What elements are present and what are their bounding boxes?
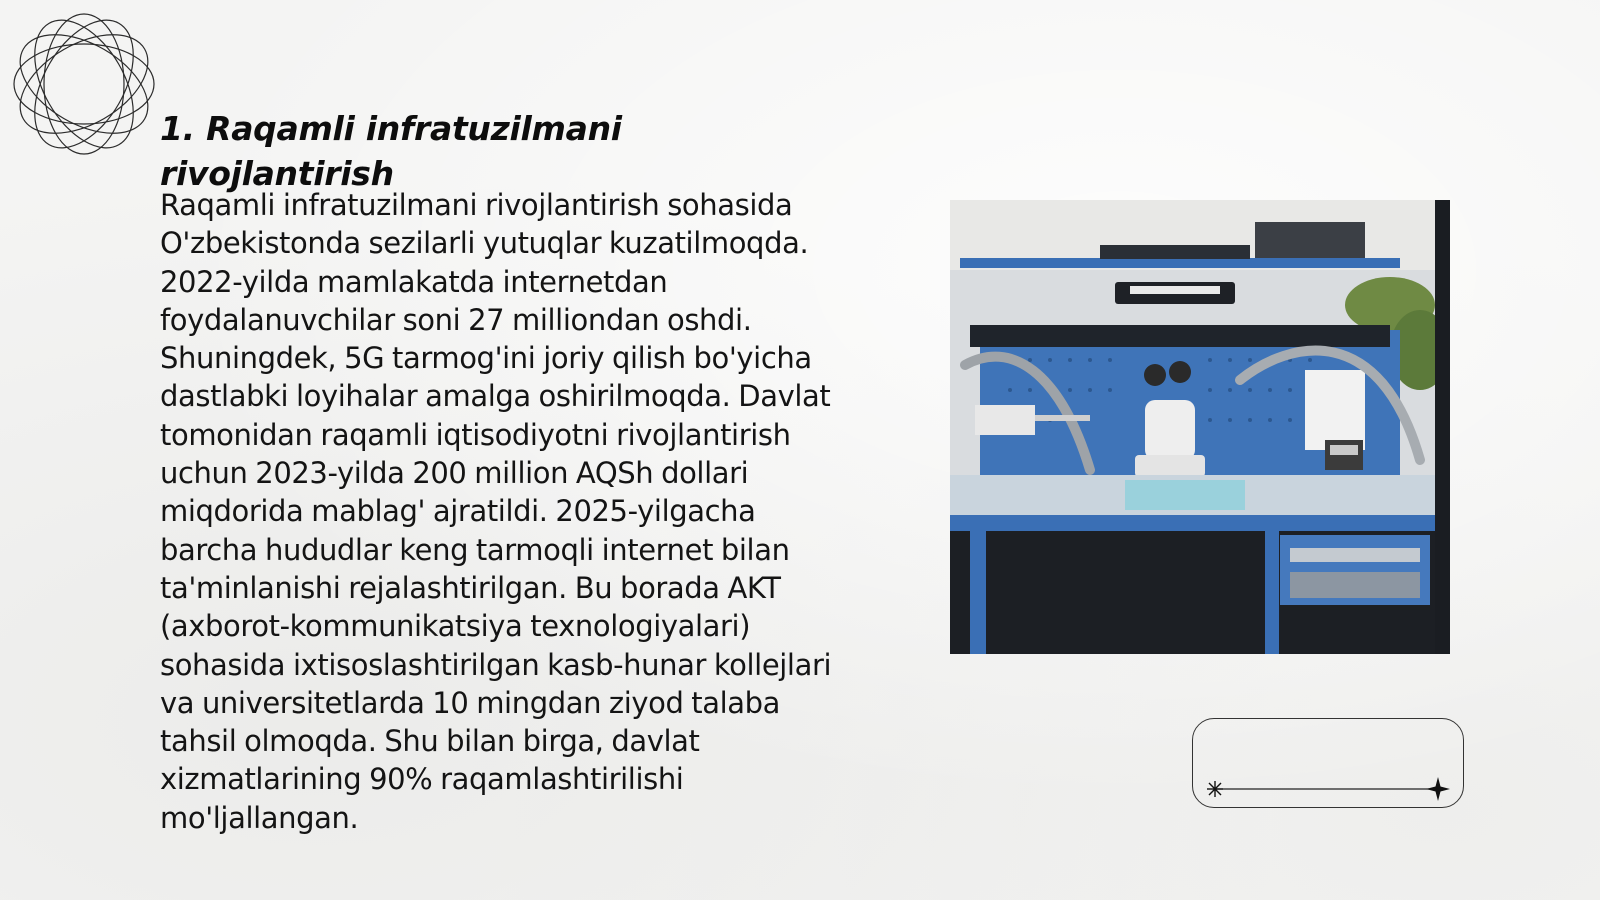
circle-ornament-icon — [10, 10, 158, 158]
slide-title: 1. Raqamli infratuzilmani rivojlantirish — [160, 109, 622, 193]
sparkle-line-icon — [1193, 719, 1465, 809]
slide-body-text: Raqamli infratuzilmani rivojlantirish sohasida O'zbekistonda sezilarli yutuqlar kuzatilmoqda. 2022-yilda mamlakatda internetdan foydalanuvchilar soni 27 milliondan oshdi. Shuningdek, 5G tarmog'ini joriy qilish bo'yicha dastlabki loyihalar amalga oshirilmoqda. Davlat tomonidan raqamli iqtisodiyotni rivojlantirish uchun 2023-yilda 200 million AQSh dollari miqdorida mablag' ajratildi. 2025-yilgacha barcha hududlar keng tarmoqli internet bilan ta'minlanishi rejalashtirilgan. Bu borada AKT (axborot-kommunikatsiya texnologiyalari) sohasida ixtisoslashtirilgan kasb-hunar kollejlari va universitetlarda 10 mingdan ziyod talaba tahsil olmoqda. Shu bilan birga, davlat xizmatlarining 90% raqamlashtirilishi mo'ljallangan. — [160, 188, 832, 835]
electronics-workbench-photo — [950, 200, 1450, 654]
decorative-frame — [1192, 718, 1464, 808]
